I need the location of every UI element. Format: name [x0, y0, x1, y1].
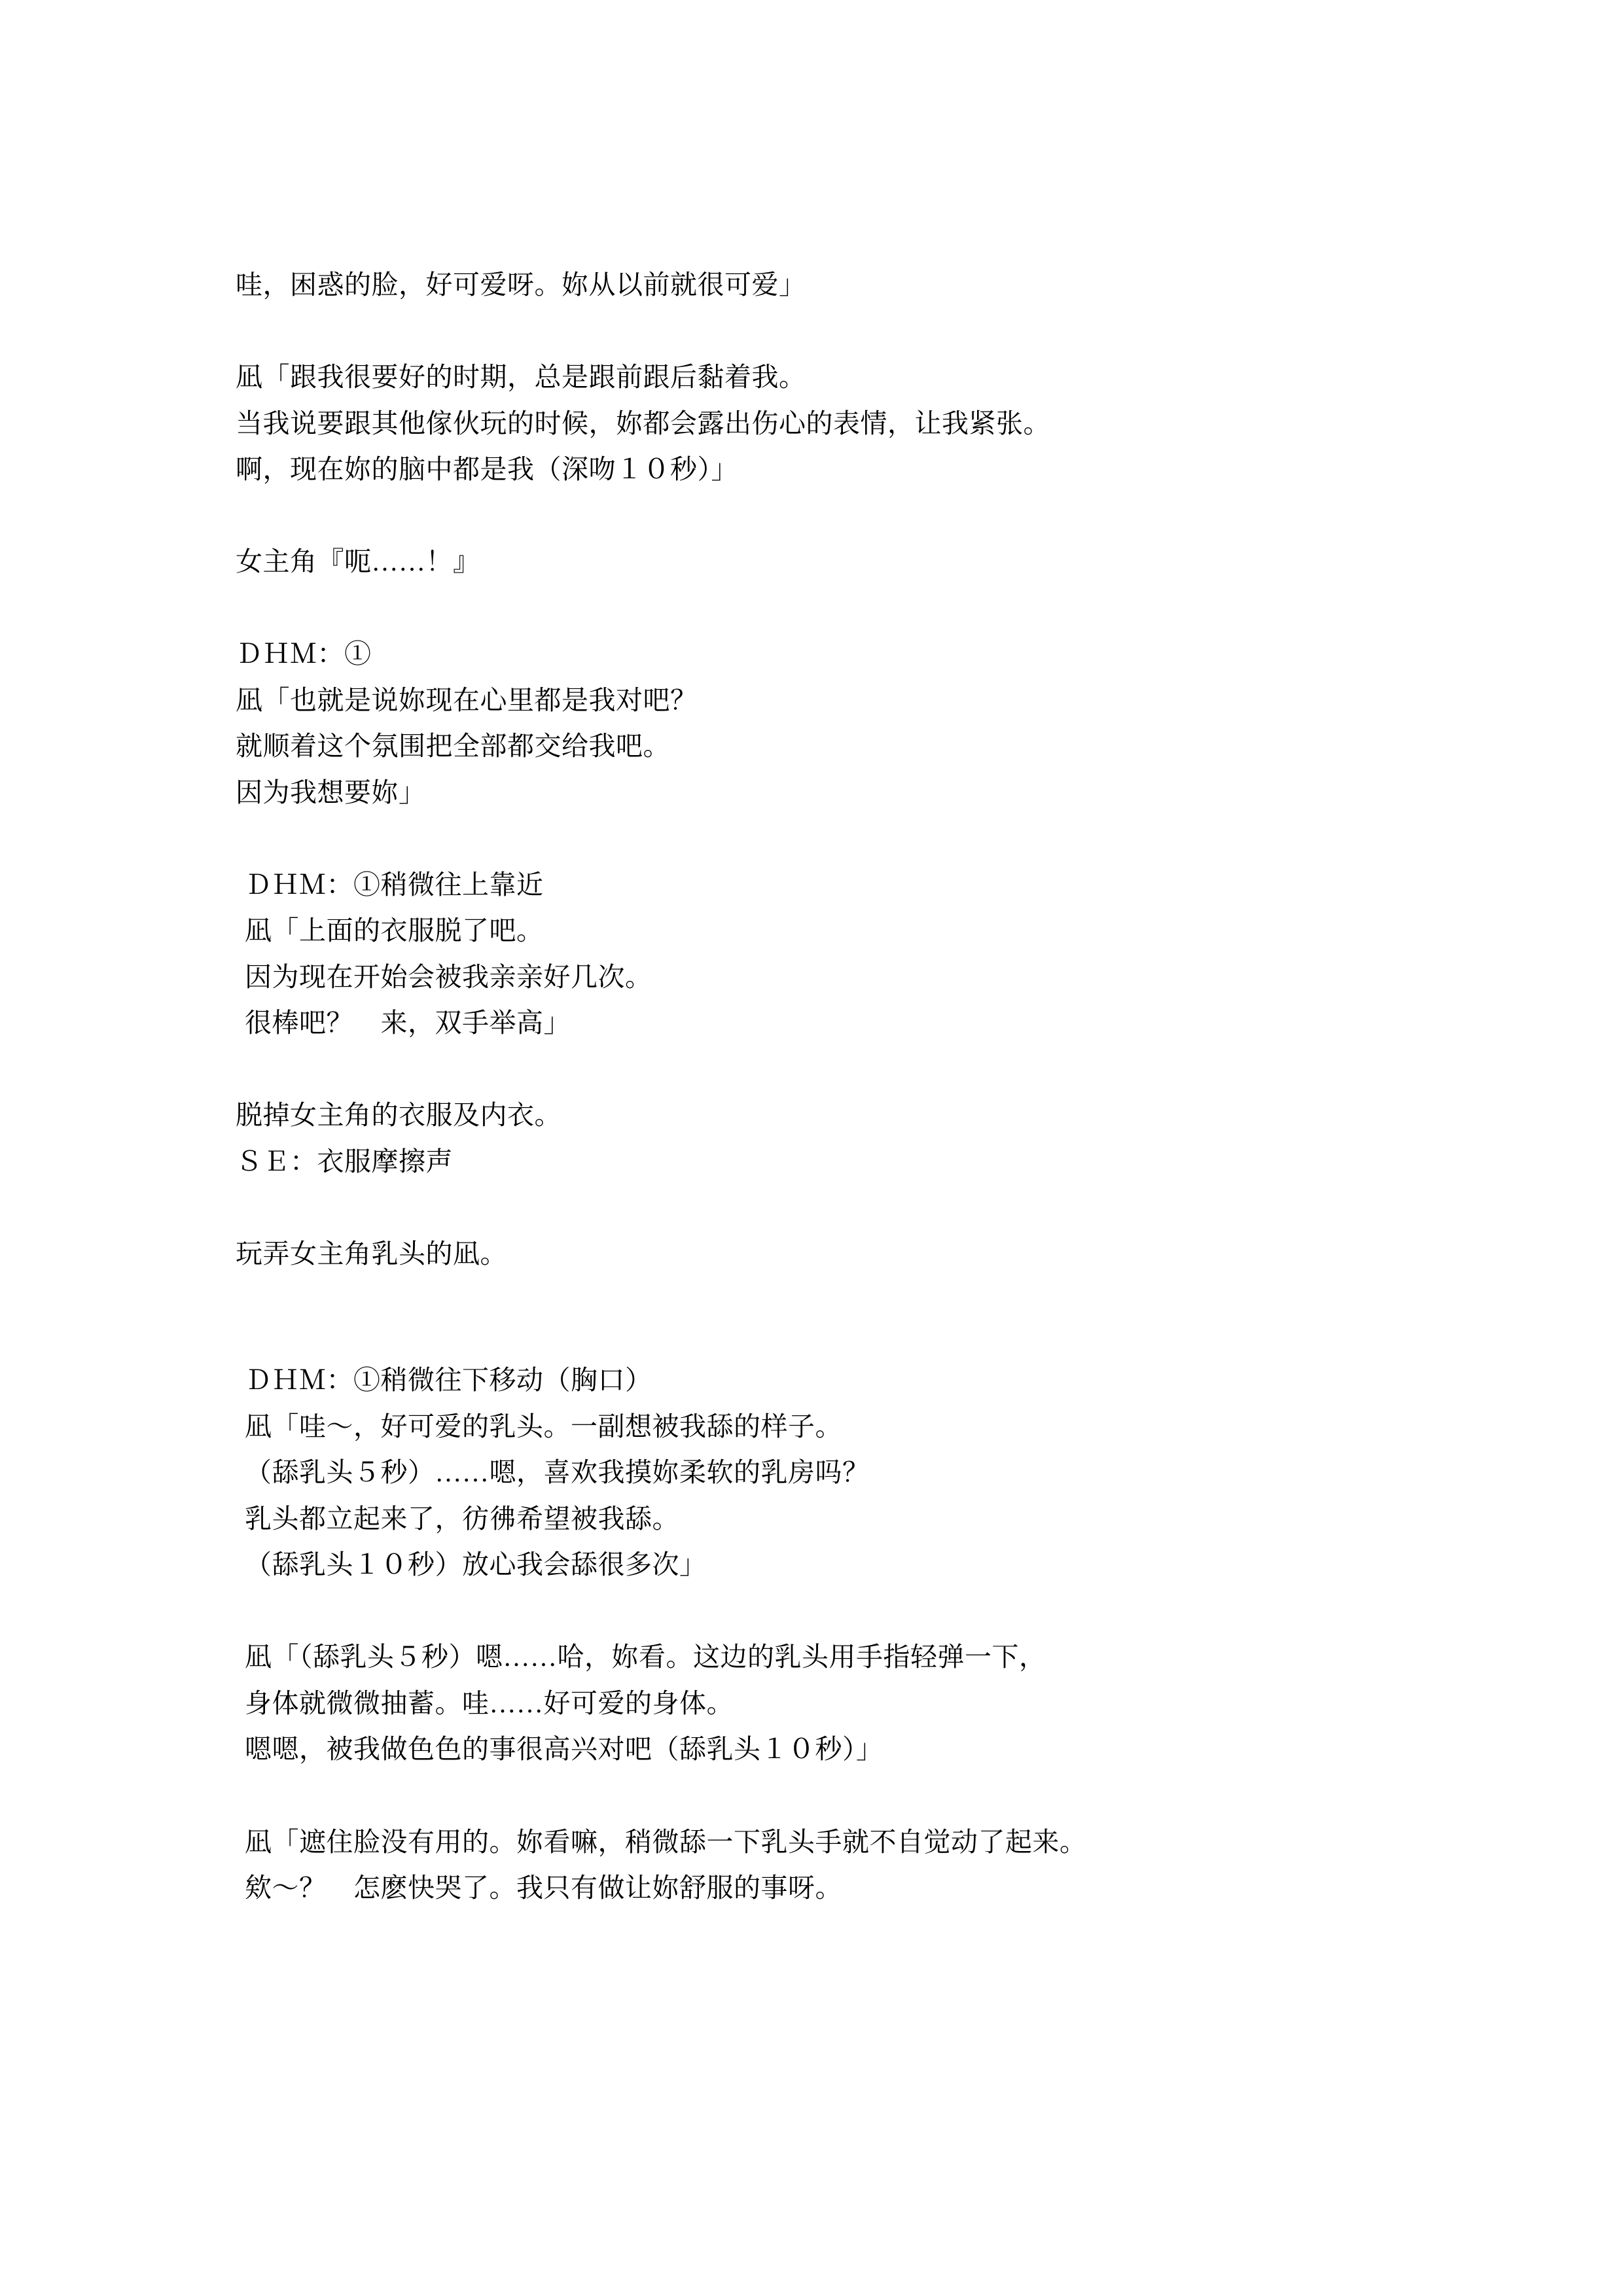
text-line: 玩弄女主角乳头的凪。 — [236, 1238, 507, 1269]
para-9 — [236, 1634, 1387, 1773]
para-10 — [236, 1819, 1387, 1911]
text-line: 嗯嗯，被我做色色的事很高兴对吧（舔乳头１０秒）」 — [245, 1734, 883, 1765]
para-3 — [236, 539, 1387, 585]
text-line: 因为我想要妳」 — [236, 777, 426, 807]
spacer — [236, 815, 1387, 862]
text-line: 凪「哇～，好可爱的乳头。一副想被我舔的样子。 — [245, 1411, 842, 1441]
text-line: 哇，困惑的脸，好可爱呀。妳从以前就很可爱」 — [236, 270, 806, 300]
text-line: 凪「上面的衣服脱了吧。 — [245, 915, 544, 946]
spacer — [236, 1184, 1387, 1231]
text-line: 很棒吧？ 来，双手举高」 — [245, 1008, 571, 1038]
spacer — [236, 1046, 1387, 1093]
text-line: 脱掉女主角的衣服及内衣。 — [236, 1100, 562, 1131]
text-line: （舔乳头１０秒）放心我会舔很多次」 — [245, 1549, 707, 1580]
spacer — [236, 1277, 1387, 1357]
para-6 — [236, 1092, 1387, 1184]
para-5 — [236, 862, 1387, 1046]
para-4 — [236, 631, 1387, 815]
text-line: 凪「也就是说妳现在心里都是我对吧？ — [236, 684, 698, 715]
para-2 — [236, 354, 1387, 493]
spacer — [236, 493, 1387, 539]
spacer — [236, 308, 1387, 355]
text-line: ＳＥ：衣服摩擦声 — [236, 1146, 453, 1176]
text-line: 就顺着这个氛围把全部都交给我吧。 — [236, 731, 670, 762]
text-line: 啊，现在妳的脑中都是我（深吻１０秒）」 — [236, 454, 738, 485]
text-line: （舔乳头５秒）……嗯，喜欢我摸妳柔软的乳房吗？ — [245, 1457, 870, 1488]
text-line: 因为现在开始会被我亲亲好几次。 — [245, 961, 652, 992]
para-8 — [236, 1357, 1387, 1588]
text-line: 当我说要跟其他傢伙玩的时候，妳都会露出伤心的表情，让我紧张。 — [236, 408, 1050, 438]
spacer — [236, 585, 1387, 631]
document-body — [236, 262, 1387, 1911]
text-line: 凪「遮住脸没有用的。妳看嘛，稍微舔一下乳头手就不自觉动了起来。 — [245, 1826, 1087, 1857]
spacer — [236, 1588, 1387, 1634]
text-line: 凪「跟我很要好的时期，总是跟前跟后黏着我。 — [236, 362, 806, 393]
spacer — [236, 1773, 1387, 1819]
text-line: 身体就微微抽蓄。哇……好可爱的身体。 — [245, 1687, 734, 1718]
text-line: 女主角『呃……！』 — [236, 546, 480, 577]
text-line: 凪「（舔乳头５秒）嗯……哈，妳看。这边的乳头用手指轻弹一下， — [245, 1642, 1046, 1672]
para-7 — [236, 1231, 1387, 1277]
text-line: 乳头都立起来了，彷彿希望被我舔。 — [245, 1503, 679, 1534]
text-line: ＤＨＭ：①稍微往上靠近 — [245, 869, 544, 900]
text-line: ＤＨＭ：①稍微往下移动（胸口） — [245, 1365, 652, 1396]
text-line: ＤＨＭ：① — [236, 639, 372, 669]
text-line: 欸～？ 怎麽快哭了。我只有做让妳舒服的事呀。 — [245, 1873, 842, 1903]
para-1 — [236, 262, 1387, 308]
